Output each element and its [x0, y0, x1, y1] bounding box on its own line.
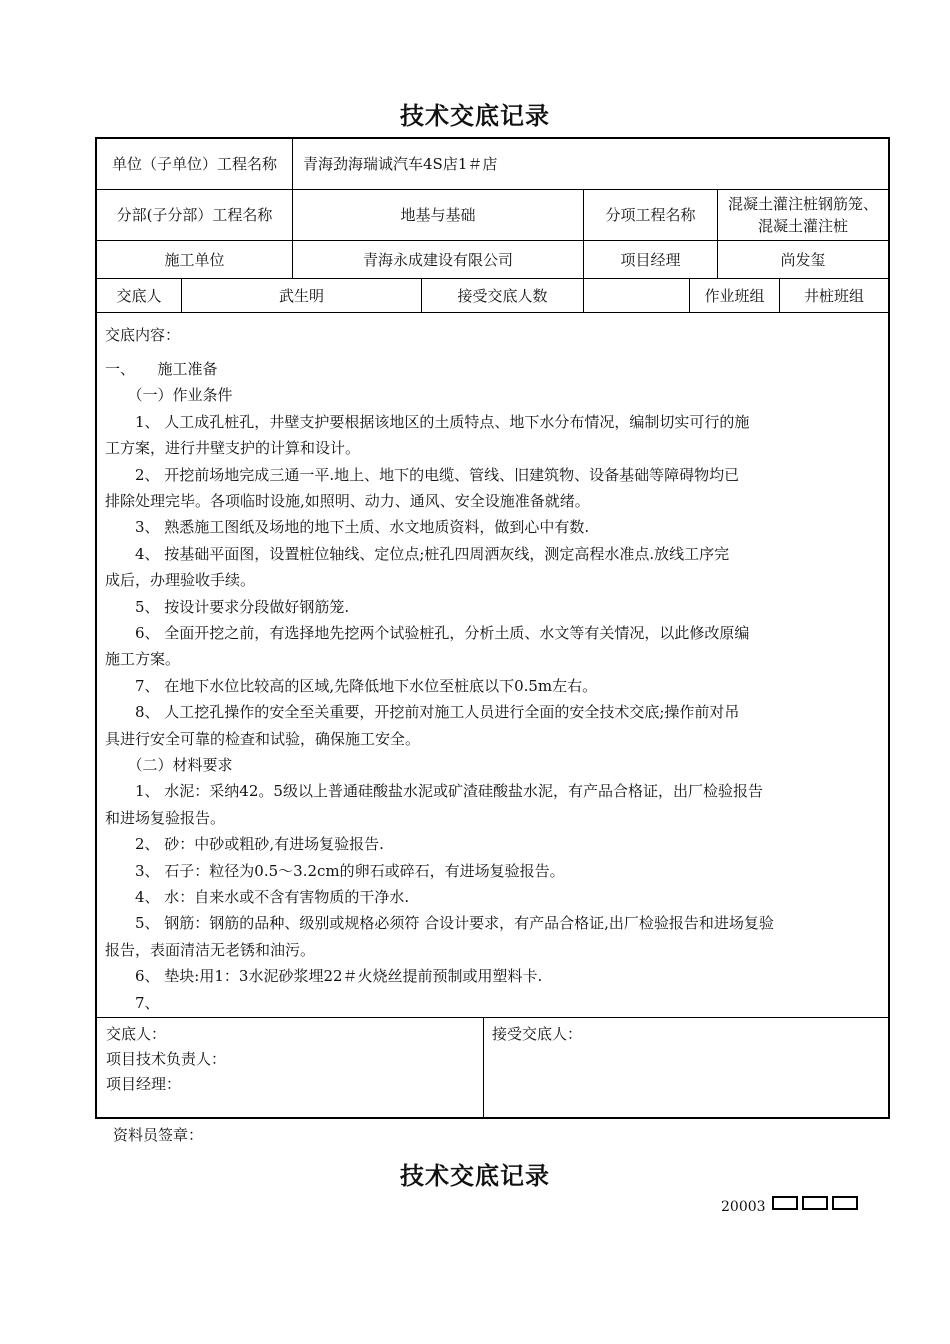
- code-box: [832, 1196, 858, 1210]
- receivers-label: 接受交底人数: [457, 286, 548, 305]
- content-line: （一）作业条件: [105, 386, 233, 405]
- content-line: 和进场复验报告。: [105, 808, 226, 827]
- content-line: 一、 施工准备: [105, 360, 218, 378]
- content-line: （二）材料要求: [105, 756, 233, 774]
- col-divider: [483, 1018, 484, 1119]
- content-line: 成后，办理验收手续。: [105, 571, 256, 590]
- content-line: 3、 熟悉施工图纸及场地的地下土质、水文地质资料，做到心中有数.: [105, 518, 590, 537]
- sub-division-value: 地基与基础: [400, 206, 476, 224]
- sign-tech-lead: 项目技术负责人：: [106, 1050, 227, 1068]
- second-page-title: 技术交底记录: [400, 1162, 550, 1190]
- content-line: 4、 水：自来水或不含有害物质的干净水.: [105, 888, 410, 906]
- content-line: 施工方案。: [105, 650, 181, 669]
- discloser-label: 交底人: [116, 286, 162, 305]
- content-line: 7、 在地下水位比较高的区域,先降低地下水位至桩底以下0.5m左右。: [105, 676, 598, 695]
- sign-manager: 项目经理：: [106, 1075, 182, 1093]
- contractor-value: 青海永成建设有限公司: [362, 250, 513, 269]
- sign-discloser: 交底人：: [106, 1025, 167, 1043]
- content-line: 排除处理完毕。各项临时设施,如照明、动力、通风、安全设施准备就绪。: [105, 492, 590, 510]
- content-line: 7、: [105, 993, 160, 1012]
- content-line: 6、 全面开挖之前，有选择地先挖两个试验桩孔，分析土质、水文等有关情况，以此修改原编: [105, 624, 750, 642]
- content-line: 3、 石子：粒径为0.5～3.2cm的卵石或碎石，有进场复验报告。: [105, 861, 565, 880]
- content-line: 5、 钢筋：钢筋的品种、级别或规格必须符 合设计要求，有产品合格证,出厂检验报告和进场复验: [105, 914, 774, 933]
- content-line: 4、 按基础平面图，设置桩位轴线、定位点;桩孔四周洒灰线，测定高程水准点.放线工序完: [105, 544, 730, 563]
- sub-division-label: 分部(子分部）工程名称: [116, 206, 273, 224]
- content-line: 报告，表面清洁无老锈和油污。: [105, 940, 316, 959]
- sign-receiver: 接受交底人：: [492, 1025, 583, 1043]
- manager-value: 尚发玺: [780, 250, 826, 269]
- code-box: [772, 1196, 798, 1210]
- page-title: 技术交底记录: [400, 102, 550, 130]
- content-line: 2、 砂：中砂或粗砂,有进场复验报告.: [105, 835, 384, 854]
- manager-label: 项目经理: [620, 250, 681, 269]
- content-line: 5、 按设计要求分段做好钢筋笼.: [105, 597, 350, 616]
- item-label: 分项工程名称: [605, 206, 696, 224]
- content-line: 工方案，进行井壁支护的计算和设计。: [105, 439, 361, 458]
- content-line: 1、 人工成孔桩孔，井壁支护要根据该地区的土质特点、地下水分布情况，编制切实可行的施: [105, 412, 750, 431]
- row-divider: [97, 312, 888, 313]
- team-value: 井桩班组: [803, 286, 864, 305]
- content-line: 6、 垫块:用1：3水泥砂浆埋22＃火烧丝提前预制或用塑料卡.: [105, 967, 543, 986]
- unit-project-label: 单位（子单位）工程名称: [111, 155, 277, 173]
- item-value: 混凝土灌注桩钢筋笼、混凝土灌注桩: [728, 195, 879, 235]
- clerk-signature-label: 资料员签章：: [113, 1126, 204, 1144]
- content-line: 1、 水泥：采纳42。5级以上普通硅酸盐水泥或矿渣硅酸盐水泥，有产品合格证，出厂检验报告: [105, 782, 763, 801]
- receivers-value: [584, 279, 689, 312]
- content-line: 8、 人工挖孔操作的安全至关重要，开挖前对施工人员进行全面的安全技术交底;操作前对吊: [105, 703, 740, 722]
- code-box: [802, 1196, 828, 1210]
- content-heading: 交底内容：: [105, 326, 181, 344]
- content-line: 具进行安全可靠的检查和试验，确保施工安全。: [105, 729, 421, 748]
- content-line: 2、 开挖前场地完成三通一平.地上、地下的电缆、管线、旧建筑物、设备基础等障碍物均已: [105, 465, 740, 484]
- discloser-value: 武生明: [278, 286, 324, 305]
- contractor-label: 施工单位: [164, 250, 225, 269]
- form-code: 20003: [721, 1199, 766, 1215]
- row-divider: [97, 1017, 888, 1018]
- unit-project-value: 青海劲海瑞诚汽车4S店1＃店: [303, 155, 498, 173]
- team-label: 作业班组: [704, 286, 765, 305]
